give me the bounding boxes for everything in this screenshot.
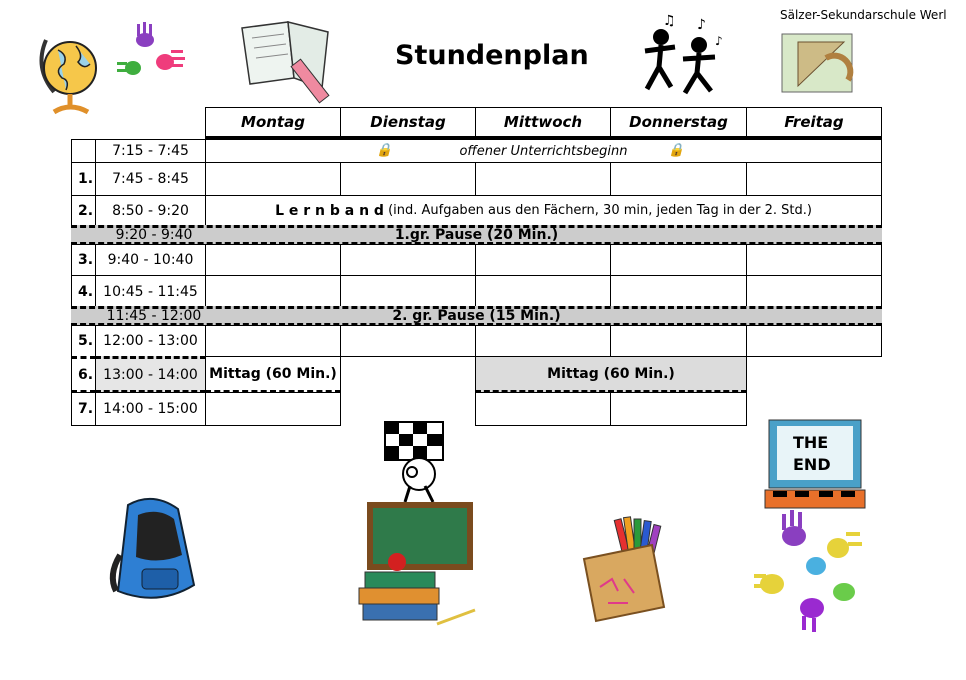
sign-text: THE (793, 433, 829, 452)
day-header-mittwoch: Mittwoch (475, 107, 611, 139)
lesson-cell (610, 325, 747, 357)
geometry-tools-icon (778, 28, 868, 103)
lesson-cell (746, 244, 882, 276)
period-cell-empty (71, 139, 96, 163)
svg-text:♪: ♪ (697, 17, 706, 33)
day-header-montag: Montag (205, 107, 341, 139)
lesson-cell (340, 244, 476, 276)
lesson-cell (610, 244, 747, 276)
svg-text:♫: ♫ (663, 13, 676, 29)
globe-icon (28, 20, 108, 120)
lesson-cell (340, 275, 476, 308)
lesson-cell (205, 244, 341, 276)
pause-label: 1.gr. Pause (20 Min.) (394, 227, 559, 243)
period-number: 3. (71, 244, 96, 276)
time-cell: 8:50 - 9:20 (95, 195, 206, 226)
pause-row (71, 225, 882, 245)
day-header-freitag: Freitag (746, 107, 882, 139)
handprints-icon (752, 508, 867, 633)
lesson-cell (746, 162, 882, 196)
handprints-icon (115, 22, 190, 92)
day-header-donnerstag: Donnerstag (610, 107, 747, 139)
lesson-cell (475, 325, 611, 357)
pause-row (71, 306, 882, 326)
lernband-word: L e r n b a n d (275, 202, 384, 219)
lesson-cell (340, 325, 476, 357)
lesson-cell (746, 275, 882, 308)
lesson-cell (610, 275, 747, 308)
lesson-cell (205, 392, 341, 426)
open-start-label: offener Unterrichtsbeginn (459, 143, 628, 159)
time-cell: 9:40 - 10:40 (95, 244, 206, 276)
period-number: 4. (71, 275, 96, 308)
the-end-sign-icon (763, 418, 868, 513)
period-number: 7. (71, 392, 96, 426)
lesson-cell (475, 244, 611, 276)
lock-icon: 🔒 (376, 143, 393, 158)
period-number: 6. (71, 356, 96, 393)
period-number: 5. (71, 325, 96, 357)
time-cell: 12:00 - 13:00 (95, 325, 206, 357)
time-cell: 11:45 - 12:00 (106, 308, 202, 324)
time-cell: 14:00 - 15:00 (95, 392, 206, 426)
period-number: 1. (71, 162, 96, 196)
lesson-cell (205, 162, 341, 196)
lunch-cell-mittwoch-donnerstag: Mittag (60 Min.) (475, 356, 747, 393)
lock-icon: 🔒 (668, 143, 685, 158)
time-cell: 7:15 - 7:45 (95, 139, 206, 163)
day-header-dienstag: Dienstag (340, 107, 476, 139)
chalkboard-books-icon (355, 422, 480, 632)
time-cell: 9:20 - 9:40 (115, 227, 193, 243)
lernband-cell (205, 195, 882, 226)
lesson-cell (475, 162, 611, 196)
lesson-cell (610, 162, 747, 196)
lesson-cell (610, 392, 747, 426)
lesson-cell (746, 325, 882, 357)
crayons-icon (578, 515, 668, 625)
lesson-cell (205, 275, 341, 308)
lesson-cell (205, 325, 341, 357)
page-title: Stundenplan (395, 40, 589, 71)
lernband-description: (ind. Aufgaben aus den Fächern, 30 min, jeden Tag in der 2. Std.) (383, 203, 812, 218)
time-cell: 13:00 - 14:00 (95, 356, 206, 393)
lunch-cell-montag: Mittag (60 Min.) (205, 356, 341, 393)
lesson-cell (475, 392, 611, 426)
lesson-cell (475, 275, 611, 308)
sign-text: END (793, 455, 831, 474)
time-cell: 7:45 - 8:45 (95, 162, 206, 196)
period-number: 2. (71, 195, 96, 226)
book-pencil-icon (238, 18, 348, 108)
backpack-icon (98, 495, 208, 610)
time-cell: 10:45 - 11:45 (95, 275, 206, 308)
school-name: Sälzer-Sekundarschule Werl (780, 8, 947, 22)
svg-text:♪: ♪ (715, 34, 723, 48)
pause-label: 2. gr. Pause (15 Min.) (392, 308, 561, 324)
dancers-icon (635, 15, 730, 100)
open-start-cell (205, 139, 882, 163)
lesson-cell (340, 162, 476, 196)
